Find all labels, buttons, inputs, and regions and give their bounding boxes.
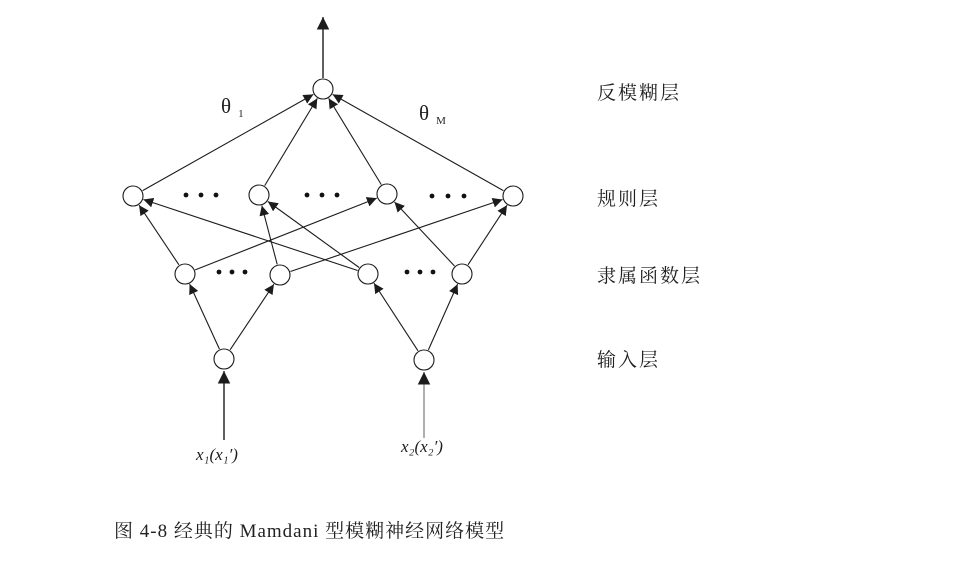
ellipsis-dot: [446, 194, 451, 199]
layer-label-input: 输入层: [597, 350, 661, 371]
theta-1-subscript: 1: [238, 108, 244, 120]
edge-m4-r3: [395, 202, 455, 266]
ellipsis-dot: [214, 193, 219, 198]
ellipsis-dot: [335, 193, 340, 198]
neuron-i1: [214, 349, 234, 369]
ellipsis-dot: [320, 193, 325, 198]
edge-i1-m2: [230, 284, 274, 350]
neuron-m2: [270, 265, 290, 285]
neuron-out: [313, 79, 333, 99]
neuron-m1: [175, 264, 195, 284]
edge-r2-out: [265, 98, 318, 185]
ellipsis-dot: [217, 270, 222, 275]
theta-m-symbol: θ: [419, 101, 430, 125]
neuron-r3: [377, 184, 397, 204]
input-2-label: x₂(x₂′): [401, 437, 443, 456]
theta-1-label: [221, 94, 244, 120]
edge-m3-r2: [268, 202, 359, 268]
edge-m1-r1: [139, 205, 179, 265]
layer-label-defuzzification: 反模糊层: [597, 83, 682, 104]
edge-r4-out: [333, 94, 504, 190]
ellipsis-dot: [305, 193, 310, 198]
ellipsis-dot: [230, 270, 235, 275]
input-1-label: x₁(x₁′): [196, 445, 238, 464]
ellipsis-dot: [405, 270, 410, 275]
layer-label-rule: 规则层: [597, 189, 661, 210]
theta-m-subscript: M: [436, 115, 446, 127]
edge-m2-r2: [262, 206, 277, 265]
edge-i2-m3: [374, 283, 418, 351]
theta-m-label: [419, 101, 446, 127]
ellipsis-dot: [184, 193, 189, 198]
neuron-m4: [452, 264, 472, 284]
ellipsis-dot: [199, 193, 204, 198]
neuron-r1: [123, 186, 143, 206]
ellipsis-dot: [430, 194, 435, 199]
neuron-r4: [503, 186, 523, 206]
layer-label-membership: 隶属函数层: [597, 266, 703, 287]
figure-caption: 图 4-8 经典的 Mamdani 型模糊神经网络模型: [114, 521, 506, 542]
edge-m1-r3: [195, 198, 377, 270]
edge-r3-out: [329, 98, 382, 184]
ellipsis-dot: [462, 194, 467, 199]
edge-m4-r4: [468, 205, 507, 265]
edge-i2-m4: [428, 284, 457, 350]
neuron-r2: [249, 185, 269, 205]
edge-i1-m1: [190, 284, 220, 349]
ellipsis-dot: [418, 270, 423, 275]
ellipsis-dot: [243, 270, 248, 275]
ellipsis-dot: [431, 270, 436, 275]
theta-1-symbol: θ: [221, 94, 232, 118]
neuron-i2: [414, 350, 434, 370]
neuron-m3: [358, 264, 378, 284]
